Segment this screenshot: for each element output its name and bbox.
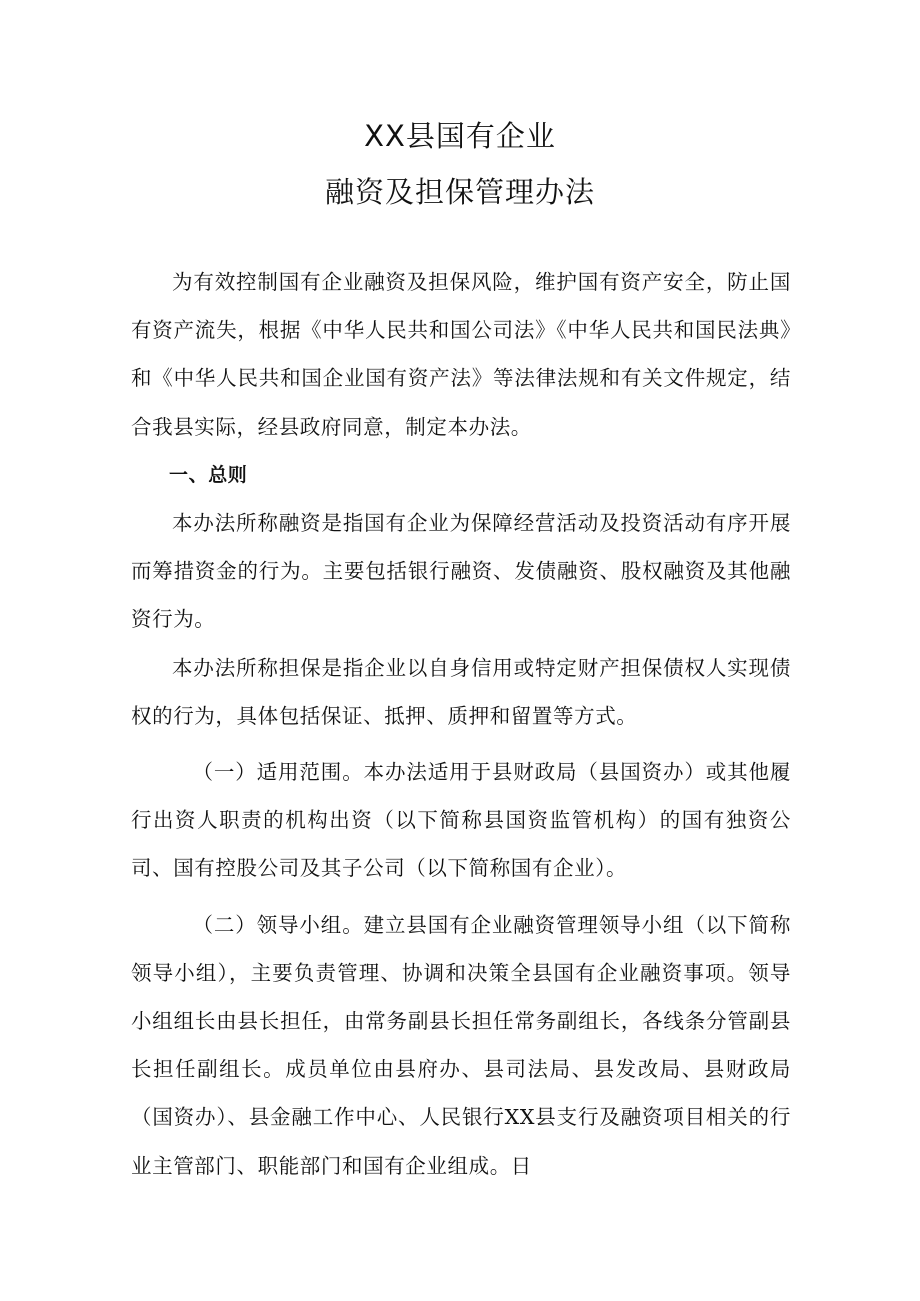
financing-definition-paragraph: 本办法所称融资是指国有企业为保障经营活动及投资活动有序开展而筹措资金的行为。主要包括银行融资、发债融资、股权融资及其他融资行为。 bbox=[131, 511, 791, 632]
scope-paragraph: （一）适用范围。本办法适用于县财政局（县国资办）或其他履行出资人职责的机构出资（以下简称县国资监管机构）的国有独资公司、国有控股公司及其子公司（以下简称国有企业）。 bbox=[131, 760, 791, 881]
document-body bbox=[131, 258, 791, 1190]
document-title bbox=[0, 108, 920, 220]
guarantee-definition-paragraph: 本办法所称担保是指企业以自身信用或特定财产担保债权人实现债权的行为，具体包括保证、抵押、质押和留置等方式。 bbox=[131, 655, 791, 728]
title-line-2: 融资及担保管理办法 bbox=[324, 175, 595, 209]
leadership-group-paragraph: （二）领导小组。建立县国有企业融资管理领导小组（以下简称领导小组），主要负责管理、协调和决策全县国有企业融资事项。领导小组组长由县长担任，由常务副县长担任常务副组长，各线条分管副县长担任副组长。成员单位由县府办、县司法局、县发改局、县财政局（国资办）、县金融工作中心、人民银行XX县支行及融资项目相关的行业主管部门、职能部门和国有企业组成。日 bbox=[131, 912, 791, 1178]
intro-paragraph: 为有效控制国有企业融资及担保风险，维护国有资产安全，防止国有资产流失，根据《中华人民共和国公司法》《中华人民共和国民法典》和《中华人民共和国企业国有资产法》等法律法规和有关文件规定，结合我县实际，经县政府同意，制定本办法。 bbox=[131, 270, 791, 439]
section-heading-general: 一、总则 bbox=[169, 463, 248, 486]
title-line-1: XX县国有企业 bbox=[364, 119, 556, 153]
